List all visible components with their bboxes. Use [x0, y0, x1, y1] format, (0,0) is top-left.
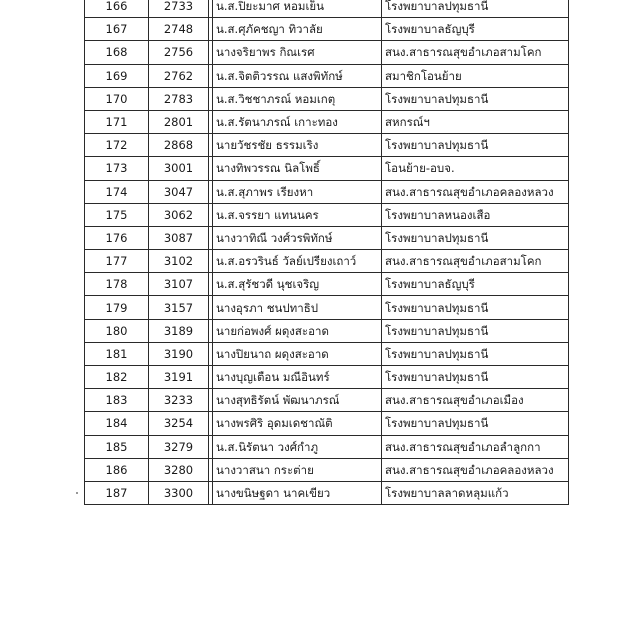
member-id-cell: 2783 — [149, 87, 209, 110]
workplace-cell: โรงพยาบาลปทุมธานี — [382, 0, 569, 18]
member-id-cell: 3087 — [149, 226, 209, 249]
workplace-cell: สนง.สาธารณสุขอำเภอสามโคก — [382, 41, 569, 64]
row-number-cell: 173 — [85, 157, 149, 180]
member-id-cell: 3233 — [149, 389, 209, 412]
row-number-cell: 176 — [85, 226, 149, 249]
row-number-cell: 179 — [85, 296, 149, 319]
row-number-cell: 168 — [85, 41, 149, 64]
member-id-cell: 2748 — [149, 18, 209, 41]
member-name-cell: น.ส.ปิยะมาศ หอมเย็น — [213, 0, 382, 18]
member-id-cell: 3102 — [149, 250, 209, 273]
table-row — [85, 180, 569, 203]
table-row — [85, 412, 569, 435]
workplace-cell: สมาชิกโอนย้าย — [382, 64, 569, 87]
member-name-cell: นายก่อพงศ์ ผดุงสะอาด — [213, 319, 382, 342]
row-number-cell: 172 — [85, 134, 149, 157]
table-row — [85, 273, 569, 296]
member-name-cell: นางทิพวรรณ นิลโพธิ์ — [213, 157, 382, 180]
workplace-cell: โรงพยาบาลปทุมธานี — [382, 412, 569, 435]
table-row — [85, 481, 569, 504]
workplace-cell: โรงพยาบาลปทุมธานี — [382, 319, 569, 342]
member-name-cell: น.ส.จิตติวรรณ แสงพิทักษ์ — [213, 64, 382, 87]
workplace-cell: สหกรณ์ฯ — [382, 110, 569, 133]
member-name-cell: นางสุทธิรัตน์ พัฒนาภรณ์ — [213, 389, 382, 412]
member-name-cell: นางบุญเตือน มณีอินทร์ — [213, 366, 382, 389]
workplace-cell: สนง.สาธารณสุขอำเภอคลองหลวง — [382, 180, 569, 203]
member-name-cell: น.ส.วิชชาภรณ์ หอมเกตุ — [213, 87, 382, 110]
member-name-cell: นางอุรภา ชนปทาธิป — [213, 296, 382, 319]
row-number-cell: 171 — [85, 110, 149, 133]
row-number-cell: 175 — [85, 203, 149, 226]
member-name-cell: นางจริยาพร กิณเรศ — [213, 41, 382, 64]
member-name-cell: นางปิยนาถ ผดุงสะอาด — [213, 342, 382, 365]
member-name-cell: น.ส.รัตนาภรณ์ เกาะทอง — [213, 110, 382, 133]
workplace-cell: โรงพยาบาลหนองเสือ — [382, 203, 569, 226]
row-number-cell: 170 — [85, 87, 149, 110]
table-row — [85, 296, 569, 319]
workplace-cell: สนง.สาธารณสุขอำเภอคลองหลวง — [382, 458, 569, 481]
table-row — [85, 389, 569, 412]
member-id-cell: 2801 — [149, 110, 209, 133]
member-id-cell: 3191 — [149, 366, 209, 389]
member-id-cell: 2868 — [149, 134, 209, 157]
table-row — [85, 435, 569, 458]
workplace-cell: โรงพยาบาลธัญบุรี — [382, 273, 569, 296]
member-id-cell: 3001 — [149, 157, 209, 180]
row-number-cell: 174 — [85, 180, 149, 203]
row-number-cell: 182 — [85, 366, 149, 389]
workplace-cell: สนง.สาธารณสุขอำเภอสามโคก — [382, 250, 569, 273]
workplace-cell: สนง.สาธารณสุขอำเภอลำลูกกา — [382, 435, 569, 458]
member-name-cell: น.ส.นิรัตนา วงศ์กำภู — [213, 435, 382, 458]
table-row — [85, 342, 569, 365]
row-number-cell: 185 — [85, 435, 149, 458]
row-number-cell: 184 — [85, 412, 149, 435]
workplace-cell: โรงพยาบาลปทุมธานี — [382, 226, 569, 249]
workplace-cell: โอนย้าย-อบจ. — [382, 157, 569, 180]
member-name-cell: น.ส.จรรยา แทนนคร — [213, 203, 382, 226]
member-id-cell: 3279 — [149, 435, 209, 458]
workplace-cell: โรงพยาบาลปทุมธานี — [382, 134, 569, 157]
scan-speck — [76, 492, 78, 494]
workplace-cell: โรงพยาบาลลาดหลุมแก้ว — [382, 481, 569, 504]
row-number-cell: 169 — [85, 64, 149, 87]
member-id-cell: 2756 — [149, 41, 209, 64]
row-number-cell: 177 — [85, 250, 149, 273]
member-id-cell: 3062 — [149, 203, 209, 226]
workplace-cell: โรงพยาบาลปทุมธานี — [382, 296, 569, 319]
workplace-cell: สนง.สาธารณสุขอำเภอเมือง — [382, 389, 569, 412]
row-number-cell: 178 — [85, 273, 149, 296]
table-row — [85, 203, 569, 226]
workplace-cell: โรงพยาบาลปทุมธานี — [382, 366, 569, 389]
table-row — [85, 41, 569, 64]
member-id-cell: 3280 — [149, 458, 209, 481]
workplace-cell: โรงพยาบาลปทุมธานี — [382, 87, 569, 110]
row-number-cell: 187 — [85, 481, 149, 504]
row-number-cell: 180 — [85, 319, 149, 342]
member-name-cell: นางวาสนา กระต่าย — [213, 458, 382, 481]
row-number-cell: 166 — [85, 0, 149, 18]
member-id-cell: 2762 — [149, 64, 209, 87]
member-id-cell: 3254 — [149, 412, 209, 435]
table-row — [85, 0, 569, 18]
table-row — [85, 250, 569, 273]
table-row — [85, 110, 569, 133]
member-name-cell: นายวัชรชัย ธรรมเริง — [213, 134, 382, 157]
member-table-body — [85, 0, 569, 505]
table-row — [85, 134, 569, 157]
member-name-cell: นางขนิษฐดา นาคเขียว — [213, 481, 382, 504]
member-id-cell: 3157 — [149, 296, 209, 319]
table-row — [85, 226, 569, 249]
workplace-cell: โรงพยาบาลธัญบุรี — [382, 18, 569, 41]
member-id-cell: 3107 — [149, 273, 209, 296]
member-name-cell: นางพรศิริ อุดมเดชาณัติ — [213, 412, 382, 435]
table-row — [85, 366, 569, 389]
row-number-cell: 183 — [85, 389, 149, 412]
member-name-cell: น.ส.สุภาพร เรียงหา — [213, 180, 382, 203]
table-row — [85, 18, 569, 41]
row-number-cell: 167 — [85, 18, 149, 41]
table-row — [85, 64, 569, 87]
table-row — [85, 87, 569, 110]
table-row — [85, 157, 569, 180]
workplace-cell: โรงพยาบาลปทุมธานี — [382, 342, 569, 365]
member-name-cell: น.ส.ศุภัคชญา ทิวาลัย — [213, 18, 382, 41]
row-number-cell: 181 — [85, 342, 149, 365]
member-id-cell: 3190 — [149, 342, 209, 365]
member-name-cell: น.ส.สุรัชวดี นุชเจริญ — [213, 273, 382, 296]
row-number-cell: 186 — [85, 458, 149, 481]
member-id-cell: 3189 — [149, 319, 209, 342]
member-id-cell: 2733 — [149, 0, 209, 18]
member-table — [84, 0, 569, 505]
member-name-cell: นางวาทิณี วงศ์วรพิทักษ์ — [213, 226, 382, 249]
member-id-cell: 3047 — [149, 180, 209, 203]
member-id-cell: 3300 — [149, 481, 209, 504]
table-row — [85, 458, 569, 481]
table-row — [85, 319, 569, 342]
member-name-cell: น.ส.อรวรินธ์ วัลย์เปรียงเถาว์ — [213, 250, 382, 273]
